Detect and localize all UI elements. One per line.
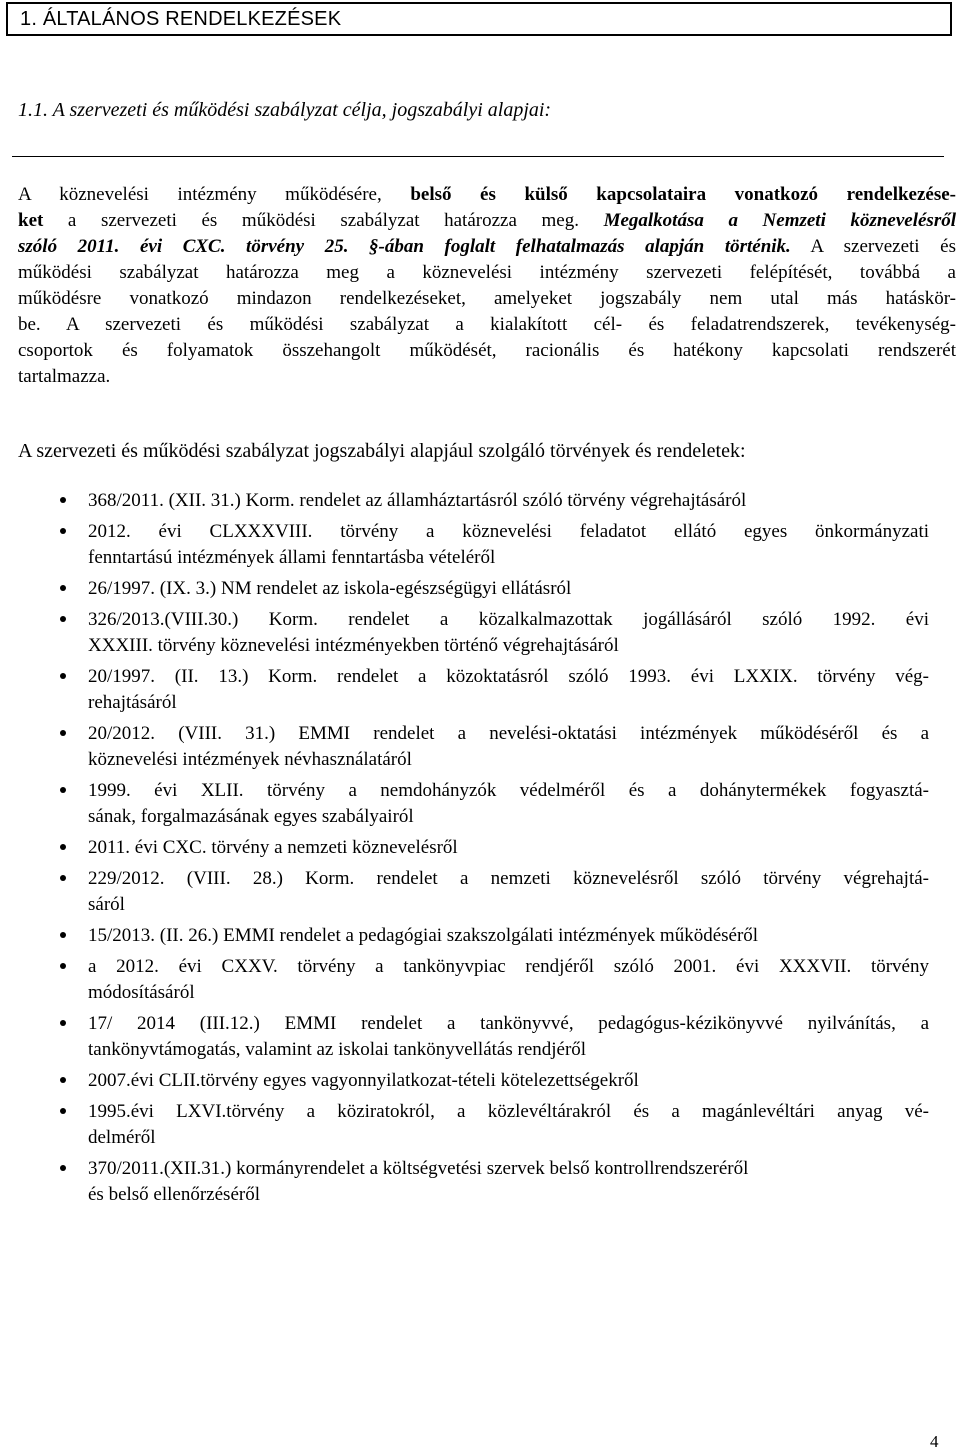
text-span: A szervezeti és: [790, 236, 956, 257]
bullet-icon: [60, 1020, 66, 1026]
list-item-continuation: köznevelési intézmények névhasználatáról: [88, 749, 412, 770]
bullet-icon: [60, 585, 66, 591]
list-item: 326/2013.(VIII.30.) Korm. rendelet a közalkalmazottak jogállásáról szóló 1992. évi: [88, 609, 929, 630]
bullet-icon: [60, 616, 66, 622]
list-item: 26/1997. (IX. 3.) NM rendelet az iskola-egészségügyi ellátásról: [88, 578, 572, 599]
list-item: 370/2011.(XII.31.) kormányrendelet a költségvetési szervek belső kontrollrendszeréről: [88, 1158, 749, 1179]
list-item-continuation: tankönyvtámogatás, valamint az iskolai tankönyvellátás rendjéről: [88, 1039, 587, 1060]
bullet-icon: [60, 932, 66, 938]
list-item: a 2012. évi CXXV. törvény a tankönyvpiac rendjéről szóló 2001. évi XXXVII. törvény: [88, 956, 929, 977]
paragraph-line: [18, 182, 956, 208]
paragraph-line: működésre vonatkozó mindazon rendelkezéseket, amelyeket jogszabály nem utal más hatáskör-: [18, 288, 956, 309]
list-item: 17/ 2014 (III.12.) EMMI rendelet a tankönyvvé, pedagógus-kézikönyvvé nyilvánítás, a: [88, 1013, 929, 1034]
paragraph-line: működési szabályzat határozza meg a köznevelési intézmény szervezeti felépítését, továbbá a: [18, 262, 956, 283]
bullet-icon: [60, 673, 66, 679]
list-item: 2011. évi CXC. törvény a nemzeti köznevelésről: [88, 837, 458, 858]
paragraph-line: csoportok és folyamatok összehangolt működését, racionális és hatékony kapcsolati rendszerét: [18, 340, 956, 361]
list-item-continuation: XXXIII. törvény köznevelési intézményekben történő végrehajtásáról: [88, 635, 619, 656]
horizontal-rule: [12, 156, 944, 157]
list-item-continuation: sának, forgalmazásának egyes szabályairól: [88, 806, 414, 827]
page-number: 4: [930, 1432, 939, 1451]
bullet-icon: [60, 787, 66, 793]
bold-italic-text: szóló 2011. évi CXC. törvény 25. §-ában foglalt felhatalmazás alapján történik.: [18, 236, 791, 257]
list-item-continuation: sáról: [88, 894, 125, 915]
paragraph-line: tartalmazza.: [18, 366, 111, 387]
list-item: 20/2012. (VIII. 31.) EMMI rendelet a nevelési-oktatási intézmények működéséről és a: [88, 723, 929, 744]
list-item: 2012. évi CLXXXVIII. törvény a köznevelési feladatot ellátó egyes önkormányzati: [88, 521, 929, 542]
bullet-icon: [60, 730, 66, 736]
section-heading: 1. ÁLTALÁNOS RENDELKEZÉSEK: [6, 2, 952, 36]
paragraph-line: [18, 234, 956, 260]
list-item: 229/2012. (VIII. 28.) Korm. rendelet a nemzeti köznevelésről szóló törvény végrehajtá-: [88, 868, 929, 889]
paragraph-line: [18, 208, 956, 234]
text-span: A köznevelési intézmény működésére,: [18, 184, 411, 205]
paragraph-intro: A szervezeti és működési szabályzat jogszabályi alapjául szolgáló törvények és rendeletek:: [18, 440, 746, 462]
bullet-icon: [60, 528, 66, 534]
bullet-icon: [60, 1108, 66, 1114]
list-item-continuation: módosításáról: [88, 982, 195, 1003]
bullet-icon: [60, 844, 66, 850]
subsection-heading: 1.1. A szervezeti és működési szabályzat célja, jogszabályi alapjai:: [18, 99, 552, 121]
bullet-icon: [60, 1077, 66, 1083]
list-item-continuation: rehajtásáról: [88, 692, 177, 713]
bullet-icon: [60, 1165, 66, 1171]
list-item: 20/1997. (II. 13.) Korm. rendelet a közoktatásról szóló 1993. évi LXXIX. törvény vég-: [88, 666, 929, 687]
bullet-icon: [60, 497, 66, 503]
list-item-continuation: fenntartású intézmények állami fenntartásba vételéről: [88, 547, 496, 568]
list-item: 1999. évi XLII. törvény a nemdohányzók védelméről és a dohánytermékek fogyasztá-: [88, 780, 929, 801]
bold-text: belső és külső kapcsolataira vonatkozó rendelkezése-: [410, 184, 957, 205]
text-span: a szervezeti és működési szabályzat határozza meg.: [43, 210, 604, 231]
list-item: 15/2013. (II. 26.) EMMI rendelet a pedagógiai szakszolgálati intézmények működéséről: [88, 925, 759, 946]
bullet-icon: [60, 963, 66, 969]
list-item: 1995.évi LXVI.törvény a köziratokról, a közlevéltárakról és a magánlevéltári anyag vé-: [88, 1101, 929, 1122]
bold-italic-text: Megalkotása a Nemzeti köznevelésről: [603, 210, 956, 231]
paragraph-line: be. A szervezeti és működési szabályzat a kialakított cél- és feladatrendszerek, tevékenység-: [18, 314, 956, 335]
list-item: 2007.évi CLII.törvény egyes vagyonnyilatkozat-tételi kötelezettségekről: [88, 1070, 639, 1091]
list-item: 368/2011. (XII. 31.) Korm. rendelet az államháztartásról szóló törvény végrehajtásáról: [88, 490, 747, 511]
bold-text: ket: [18, 210, 44, 231]
bullet-icon: [60, 875, 66, 881]
list-item-continuation: és belső ellenőrzéséről: [88, 1184, 260, 1205]
list-item-continuation: delméről: [88, 1127, 156, 1148]
